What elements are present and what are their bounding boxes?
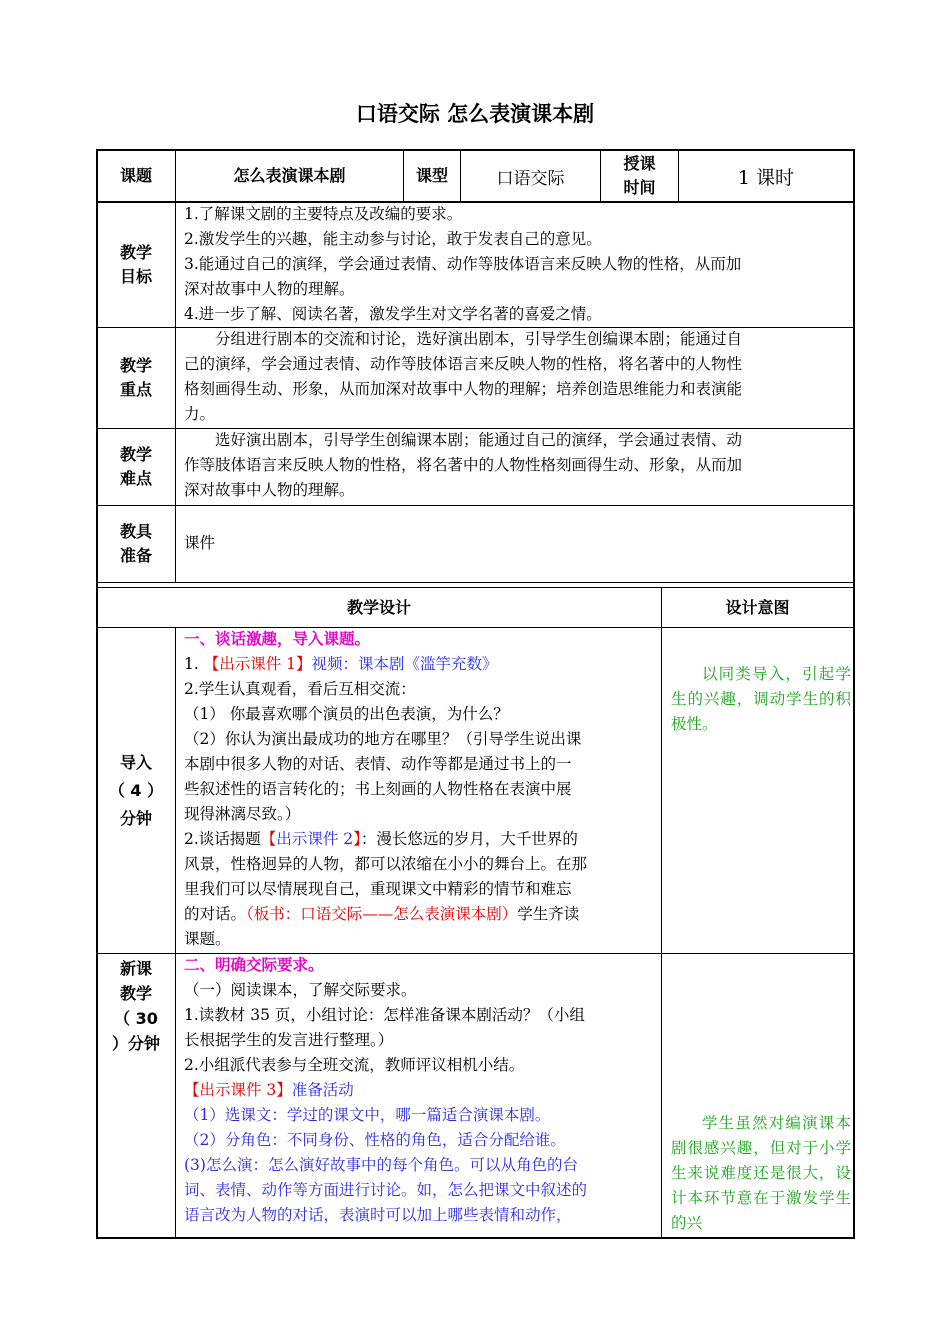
intro-question2-line: 些叙述性的语言转化的；书上刻画的人物性格在表演中展 (184, 780, 572, 798)
key-points-label-line1: 教学 (119, 356, 152, 375)
intro-question1: （1） 你最喜欢哪个演员的出色表演，为什么？ (184, 705, 509, 723)
topic-value: 怎么表演课本剧 (233, 166, 346, 185)
intro-item2: 2.学生认真观看，看后互相交流： (184, 680, 416, 698)
intro-label-line3: 分钟 (119, 808, 152, 828)
goals-line: 4.进一步了解、阅读名著，激发学生对文学名著的喜爱之情。 (184, 305, 602, 323)
courseware-title: 准备活动 (291, 1081, 354, 1099)
intro-label-line1: 导入 (119, 752, 152, 772)
intro-item3-end: 课题。 (184, 930, 231, 948)
goals-label-line2: 目标 (119, 267, 152, 286)
type-label: 课型 (415, 166, 448, 185)
intro-item3 (184, 827, 660, 852)
new-lesson-label-line1: 新课 (119, 959, 152, 978)
key-points-text (184, 327, 852, 427)
new-lesson-label-line4: ）分钟 (111, 1034, 160, 1053)
new-lesson-label-line2: 教学 (119, 984, 152, 1003)
courseware-tag: 出示课件 2 (276, 830, 354, 848)
goals-text (184, 202, 852, 327)
key-points-line: 力。 (184, 405, 216, 423)
key-points-label (97, 328, 175, 428)
tools-label (97, 506, 175, 582)
time-value: 1 课时 (737, 166, 795, 189)
intro-intent-text: 以同类导入，引起学生的兴趣，调动学生的积极性。 (671, 665, 851, 733)
topic-label: 课题 (119, 166, 152, 185)
goals-line: 1.了解课文剧的主要特点及改编的要求。 (184, 205, 463, 223)
intro-question2-line: （2）你认为演出最成功的地方在哪里？（引导学生说出课 (184, 730, 582, 748)
new-lesson-line: （2）分角色：不同身份、性格的角色，适合分配给谁。 (184, 1131, 566, 1149)
key-points-line: 己的演绎，学会通过表情、动作等肢体语言来反映人物的性格，将名著中的人物性 (184, 355, 743, 373)
time-label-line2: 时间 (623, 178, 656, 197)
difficulties-line: 深对故事中人物的理解。 (184, 481, 355, 499)
key-points-line: 分组进行剧本的交流和讨论，选好演出剧本，引导学生创编课本剧；能通过自 (215, 330, 743, 348)
difficulties-label-line2: 难点 (119, 469, 152, 488)
intro-label (97, 628, 175, 953)
new-lesson-intent-text: 学生虽然对编演课本剧很感兴趣，但对于小学生来说难度还是很大，设计本环节意在于激发学生的兴 (671, 1114, 851, 1232)
intent-header: 设计意图 (725, 597, 790, 617)
difficulties-label-line1: 教学 (119, 445, 152, 464)
new-lesson-label-line3: （ 30 (114, 1009, 158, 1028)
difficulties-label (97, 429, 175, 505)
intro-item3-prefix: 2.谈话揭题 (184, 830, 261, 848)
document-title: 口语交际 怎么表演课本剧 (355, 102, 595, 126)
new-lesson-label (97, 954, 175, 1056)
design-header: 教学设计 (346, 597, 411, 617)
courseware-tag: 【出示课件 1】 (203, 655, 312, 673)
intro-item3-line: 里我们可以尽情展现自己，重现课文中精彩的情节和难忘 (184, 880, 572, 898)
blackboard-note: （板书：口语交际——怎么表演课本剧） (246, 905, 518, 923)
intro-intent (671, 662, 851, 737)
courseware-tag: 【出示课件 3】 (184, 1081, 292, 1099)
key-points-label-line2: 重点 (119, 380, 152, 399)
new-lesson-line: 1.读教材 35 页，小组讨论：怎样准备课本剧活动？（小组 (184, 1006, 585, 1024)
new-lesson-line: 语言改为人物的对话，表演时可以加上哪些表情和动作， (184, 1206, 572, 1224)
difficulties-line: 选好演出剧本，引导学生创编课本剧；能通过自己的演绎，学会通过表情、动 (215, 431, 743, 449)
new-lesson-line: （1）选课文：学过的课文中，哪一篇适合演课本剧。 (184, 1106, 551, 1124)
new-lesson-line: 词、表情、动作等方面进行讨论。如，怎么把课文中叙述的 (184, 1181, 588, 1199)
new-lesson-heading: 二、明确交际要求。 (184, 956, 324, 974)
new-lesson-content (184, 953, 660, 1228)
intro-item3-last-b: 学生齐读 (517, 905, 580, 923)
new-lesson-line: 2.小组派代表参与全班交流，教师评议相机小结。 (184, 1056, 525, 1074)
intro-label-line2: （ 4 ） (108, 780, 164, 800)
new-lesson-line: (3)怎么演：怎么演好故事中的每个角色。可以从角色的台 (184, 1156, 578, 1174)
difficulties-text (184, 428, 852, 503)
difficulties-line: 作等肢体语言来反映人物的性格，将名著中的人物性格刻画得生动、形象，从而加 (184, 456, 743, 474)
goals-line: 2.激发学生的兴趣，能主动参与讨论，敢于发表自己的意见。 (184, 230, 602, 248)
goals-label (97, 203, 175, 327)
time-label-line1: 授课 (623, 154, 656, 173)
intro-item3-line: 风景，性格迥异的人物，都可以浓缩在小小的舞台上。在那 (184, 855, 588, 873)
intro-question2-line: 本剧中很多人物的对话、表情、动作等都是通过书上的一 (184, 755, 572, 773)
tools-label-line1: 教具 (119, 522, 152, 541)
courseware-tag-close: 】 (353, 830, 361, 848)
goals-line: 3.能通过自己的演绎，学会通过表情、动作等肢体语言来反映人物的性格，从而加 (184, 255, 742, 273)
time-label (601, 151, 678, 201)
new-lesson-line: （一）阅读课本，了解交际要求。 (184, 981, 417, 999)
courseware-tag-open: 【 (260, 830, 277, 848)
intro-item3-last (184, 902, 660, 927)
intro-content (184, 627, 660, 952)
intro-item1-prefix: 1. (184, 655, 204, 673)
intro-item3-last-a: 的对话。 (184, 905, 247, 923)
tools-label-line2: 准备 (119, 546, 152, 565)
intro-question2-line: 现得淋漓尽致。） (184, 805, 301, 823)
goals-line: 深对故事中人物的理解。 (184, 280, 355, 298)
type-value: 口语交际 (496, 168, 565, 189)
tools-value: 课件 (184, 534, 216, 552)
new-lesson-line: 长根据学生的发言进行整理。） (184, 1031, 394, 1049)
key-points-line: 格刻画得生动、形象，从而加深对故事中人物的理解；培养创造思维能力和表演能 (184, 380, 743, 398)
new-lesson-courseware (184, 1078, 660, 1103)
intro-heading: 一、谈话激趣，导入课题。 (184, 630, 371, 648)
intro-item1 (184, 652, 660, 677)
intro-item1-text: 视频：课本剧《滥竽充数》 (311, 655, 498, 673)
new-lesson-intent (671, 1111, 851, 1237)
intro-item3-text: ：漫长悠远的岁月，大千世界的 (360, 830, 578, 848)
goals-label-line1: 教学 (119, 243, 152, 262)
